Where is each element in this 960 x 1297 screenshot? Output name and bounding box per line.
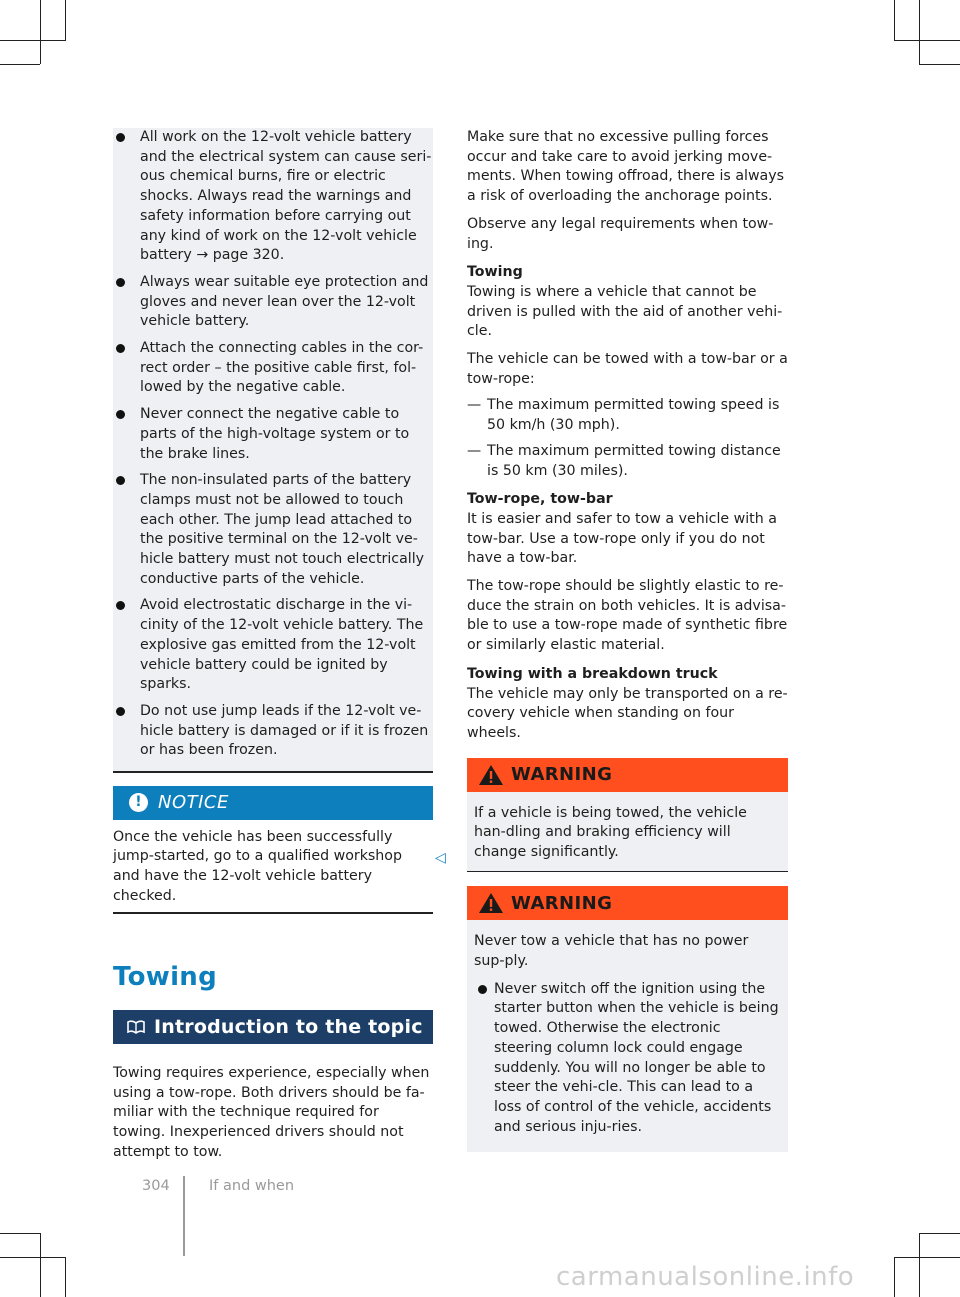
list-item: Attach the connecting cables in the cor-rect order – the positive cable first, fol-lowed by the negative cable. — [113, 339, 433, 398]
list-item: Never switch off the ignition using the starter button when the vehicle is being towed. Otherwise the electronic steering column lock could engage suddenly. You will no longer be able to steer the vehi-cle. This can lead to a loss of control of the vehicle, accidents and serious inju-ries. — [474, 980, 781, 1138]
bullet-icon — [116, 344, 125, 353]
bullet-icon — [116, 601, 125, 610]
warning-header — [467, 886, 788, 920]
notice-text: Once the vehicle has been successfully jump-started, go to a qualified workshop and have the 12-volt vehicle battery checked. — [113, 828, 402, 904]
divider — [113, 912, 433, 914]
list-item: Avoid electrostatic discharge in the vi-cinity of the 12-volt vehicle battery. The explosive gas emitted from the 12-volt vehicle battery could be ignited by sparks. — [113, 596, 433, 695]
right-column — [467, 128, 788, 1152]
warning-box — [467, 886, 788, 1152]
list-item: — The maximum permitted towing speed is 50 km/h (30 mph). — [467, 397, 780, 434]
warning-text: If a vehicle is being towed, the vehicle han-dling and braking efficiency will change significantly. — [474, 804, 747, 861]
subheading: Towing with a breakdown truck — [467, 665, 718, 682]
subheading: Towing — [467, 264, 523, 281]
divider — [467, 871, 788, 873]
footer-divider — [183, 1176, 185, 1256]
paragraph: Observe any legal requirements when tow-ing. — [467, 215, 774, 252]
dash-icon: — — [467, 442, 482, 459]
warning-triangle-icon — [477, 891, 505, 915]
list-item: Do not use jump leads if the 12-volt ve-hicle battery is damaged or if it is frozen or has been frozen. — [113, 702, 433, 761]
paragraph: The tow-rope should be slightly elastic to re-duce the strain on both vehicles. It is advisa-ble to use a tow-rope made of synthetic fibre or similarly elastic material. — [467, 578, 788, 654]
paragraph: Make sure that no excessive pulling forces occur and take care to avoid jerking move-ments. When towing offroad, there is always a risk of overloading the anchorage points. — [467, 129, 785, 205]
battery-warning-box — [113, 128, 433, 771]
list-item: The non-insulated parts of the battery clamps must not be allowed to touch each other. The jump lead attached to the positive terminal on the 12-volt ve-hicle battery must not touch electrically conductive parts of the vehicle. — [113, 471, 433, 589]
bullet-icon — [478, 985, 487, 994]
exclamation-icon: ! — [129, 793, 148, 812]
bullet-icon — [116, 410, 125, 419]
bullet-icon — [116, 278, 125, 287]
bullet-icon — [116, 707, 125, 716]
warning-box — [467, 758, 788, 873]
page-number: 304 — [142, 1178, 170, 1194]
bullet-icon — [116, 133, 125, 142]
warning-header — [467, 758, 788, 792]
warning-triangle-icon — [477, 763, 505, 787]
warning-body — [467, 792, 788, 871]
list-item: Never connect the negative cable to parts of the high-voltage system or to the brake lines. — [113, 405, 433, 464]
list-item: All work on the 12-volt vehicle battery and the electrical system can cause seri-ous chemical burns, fire or electric shocks. Always read the warnings and safety information before carrying out any kind of work on the 12-volt vehicle battery → page 320. — [113, 128, 433, 266]
notice-header — [113, 786, 433, 820]
subheading: Tow-rope, tow-bar — [467, 491, 613, 508]
watermark: carmanualsonline.info — [556, 1262, 855, 1292]
footer-section: If and when — [209, 1178, 295, 1194]
warning-text: Never tow a vehicle that has no power sup-ply. — [474, 933, 749, 969]
paragraph: The vehicle can be towed with a tow-bar or a tow-rope: — [467, 351, 788, 387]
paragraph: It is easier and safer to tow a vehicle with a tow-bar. Use a tow-rope only if you do not have a tow-bar. — [467, 510, 777, 567]
intro-text: Towing requires experience, especially when using a tow-rope. Both drivers should be fa-miliar with the technique required for towing. Inexperienced drivers should not attempt to tow. — [113, 1064, 430, 1160]
book-icon — [126, 1019, 146, 1035]
end-of-section-icon: ◁ — [435, 850, 446, 866]
warning-body — [467, 920, 788, 1152]
notice-title: NOTICE — [158, 792, 229, 814]
dash-icon: — — [467, 397, 482, 414]
paragraph: Towing is where a vehicle that cannot be driven is pulled with the aid of another vehi-cle. — [467, 283, 783, 340]
section-title: Towing — [113, 961, 217, 992]
list-item: Always wear suitable eye protection and gloves and never lean over the 12-volt vehicle battery. — [113, 273, 433, 332]
divider — [113, 771, 433, 773]
warning-title: WARNING — [511, 764, 613, 786]
intro-title: Introduction to the topic — [154, 1015, 423, 1038]
intro-header — [113, 1010, 433, 1044]
paragraph: The vehicle may only be transported on a re-covery vehicle when standing on four wheels. — [467, 685, 788, 741]
list-item: — The maximum permitted towing distance is 50 km (30 miles). — [467, 442, 781, 479]
left-column — [113, 128, 446, 1162]
warning-title: WARNING — [511, 892, 613, 914]
bullet-icon — [116, 476, 125, 485]
